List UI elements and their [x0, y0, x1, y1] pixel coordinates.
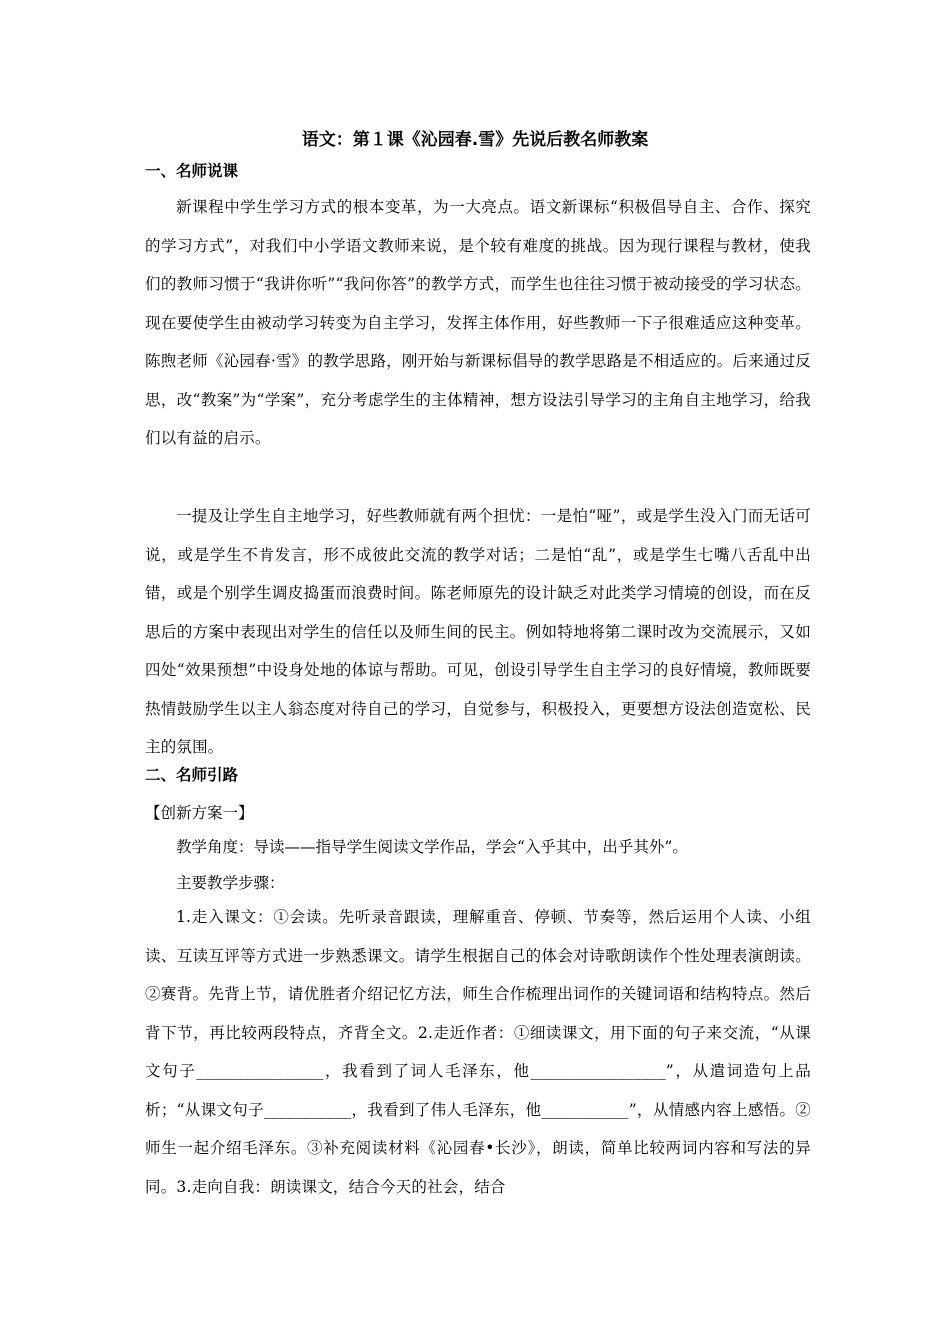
section-heading-lecture: 一、名师说课	[145, 162, 239, 180]
document-title: 语文：第１课《沁园春.雪》先说后教名师教案	[301, 130, 649, 150]
plan-label: 【创新方案一】	[145, 804, 254, 822]
paragraph-steps: 1.走入课文：①会读。先听录音跟读，理解重音、停顿、节奏等，然后运用个人读、小组读、互读互评等方式进一步熟悉课文。请学生根据自己的体会对诗歌朗读作个性处理表演朗读。②赛背。先背上节，请优胜者介绍记忆方法，师生合作梳理出词作的关键词语和结构特点。然后背下节，再比较两段特点，齐背全文。2.走近作者：①细读课文，用下面的句子来交流，“从课文句子________________，我看到了词人毛泽东，他_________________”，从遣词造句上品析；“从课文句子___________，我看到了伟人毛泽东，他___________”，从情感内容上感悟。②师生一起介绍毛泽东。③补充阅读材料《沁园春•长沙》，朗读，简单比较两词内容和写法的异同。3.走向自我：朗读课文，结合今天的社会，结合	[145, 908, 811, 1196]
paragraph-lecture-2: 一提及让学生自主地学习，好些教师就有两个担忧：一是怕“哑”，或是学生没入门而无话可说，或是学生不肯发言，形不成彼此交流的教学对话；二是怕“乱”，或是学生七嘴八舌乱中出错，或是个别学生调皮捣蛋而浪费时间。陈老师原先的设计缺乏对此类学习情境的创设，而在反思后的方案中表现出对学生的信任以及师生间的民主。例如特地将第二课时改为交流展示，又如四处“效果预想”中设身处地的体谅与帮助。可见，创设引导学生自主学习的良好情境，教师既要热情鼓励学生以主人翁态度对待自己的学习，自觉参与，积极投入，更要想方设法创造宽松、民主的氛围。	[145, 507, 811, 756]
section-heading-guidance: 二、名师引路	[145, 766, 239, 784]
main-steps-label: 主要教学步骤：	[176, 874, 285, 892]
paragraph-lecture-1: 新课程中学生学习方式的根本变革，为一大亮点。语文新课标“积极倡导自主、合作、探究的学习方式”，对我们中小学语文教师来说，是个较有难度的挑战。因为现行课程与教材，使我们的教师习惯于“我讲你听”“我问你答”的教学方式，而学生也往往习惯于被动接受的学习状态。现在要使学生由被动学习转变为自主学习，发挥主体作用，好些教师一下子很难适应这种变革。陈煦老师《沁园春·雪》的教学思路，刚开始与新课标倡导的教学思路是不相适应的。后来通过反思，改“教案”为“学案”，充分考虑学生的主体精神，想方设法引导学习的主角自主地学习，给我们以有益的启示。	[145, 198, 811, 447]
teaching-angle: 教学角度：导读——指导学生阅读文学作品，学会“入乎其中，出乎其外”。	[176, 838, 688, 856]
